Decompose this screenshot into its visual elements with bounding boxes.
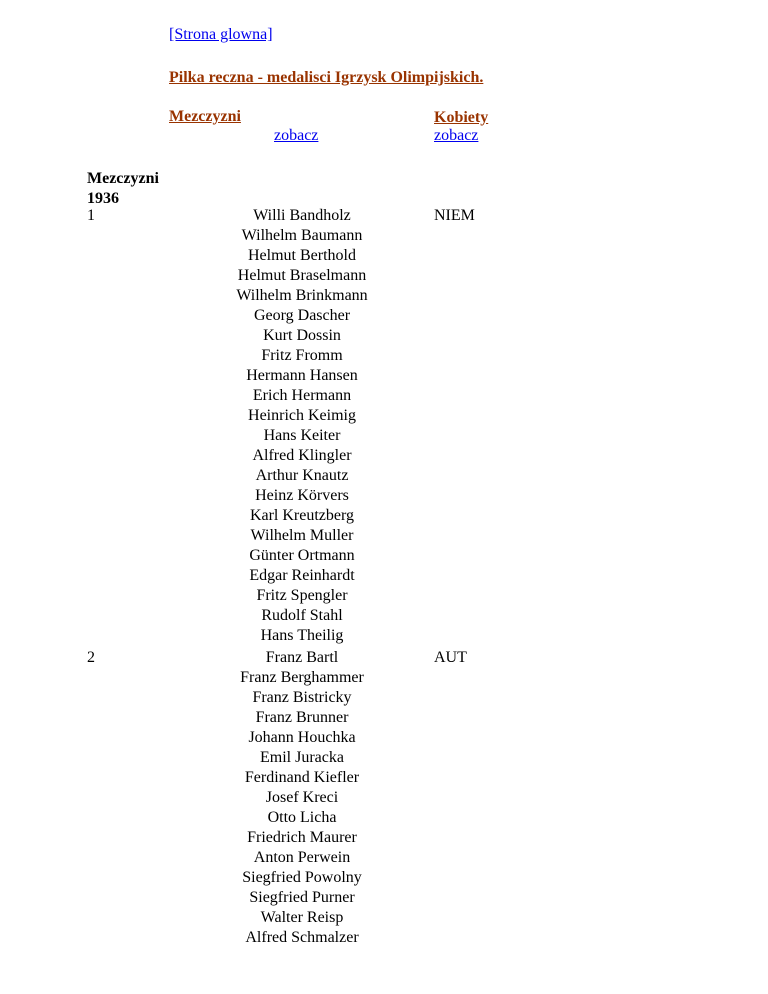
- player-name: Fritz Spengler: [256, 587, 348, 604]
- player-name: Siegfried Powolny: [242, 869, 362, 886]
- player-name: Georg Dascher: [253, 307, 351, 324]
- player-name: Rudolf Stahl: [261, 607, 343, 624]
- player-name: Emil Juracka: [260, 749, 344, 766]
- player-name: Walter Reisp: [260, 909, 344, 926]
- player-name: Johann Houchka: [248, 729, 356, 746]
- player-name: Siegfried Purner: [249, 889, 355, 906]
- place-rank: 1: [87, 207, 95, 224]
- place-rank: 2: [87, 649, 95, 666]
- player-name: Edgar Reinhardt: [249, 567, 355, 584]
- player-name: Franz Berghammer: [240, 669, 364, 686]
- men-column-heading: Mezczyzni: [169, 108, 241, 125]
- player-name: Karl Kreutzberg: [249, 507, 355, 524]
- player-name: Erich Hermann: [252, 387, 352, 404]
- player-name: Otto Licha: [267, 809, 337, 826]
- player-list: [222, 648, 382, 948]
- player-name: Kurt Dossin: [263, 327, 341, 344]
- player-name: Wilhelm Muller: [250, 527, 354, 544]
- player-name: Heinrich Keimig: [248, 407, 356, 424]
- player-name: Franz Bartl: [265, 649, 339, 666]
- player-name: Helmut Braselmann: [237, 267, 367, 284]
- player-name: Heinz Körvers: [255, 487, 349, 504]
- section-heading: [87, 169, 159, 209]
- player-list: [222, 206, 382, 646]
- women-column-heading: Kobiety: [434, 109, 489, 126]
- player-name: Ferdinand Kiefler: [244, 769, 360, 786]
- player-name: Hans Keiter: [263, 427, 341, 444]
- player-name: Günter Ortmann: [249, 547, 355, 564]
- home-link[interactable]: [Strona glowna]: [169, 26, 273, 43]
- country-code: NIEM: [434, 207, 475, 224]
- section-year: 1936: [87, 190, 119, 207]
- player-name: Hermann Hansen: [246, 367, 358, 384]
- women-see-link[interactable]: zobacz: [434, 127, 479, 144]
- player-name: Alfred Schmalzer: [245, 929, 359, 946]
- player-name: Friedrich Maurer: [247, 829, 357, 846]
- player-name: Fritz Fromm: [261, 347, 343, 364]
- player-name: Wilhelm Baumann: [241, 227, 363, 244]
- player-name: Wilhelm Brinkmann: [236, 287, 368, 304]
- country-code: AUT: [434, 649, 467, 666]
- player-name: Franz Brunner: [255, 709, 349, 726]
- player-name: Josef Kreci: [265, 789, 339, 806]
- page-title: Pilka reczna - medalisci Igrzysk Olimpijskich.: [169, 69, 484, 86]
- player-name: Willi Bandholz: [253, 207, 351, 224]
- men-see-link[interactable]: zobacz: [274, 127, 319, 144]
- player-name: Alfred Klingler: [252, 447, 352, 464]
- player-name: Anton Perwein: [253, 849, 351, 866]
- player-name: Arthur Knautz: [255, 467, 349, 484]
- player-name: Franz Bistricky: [252, 689, 352, 706]
- player-name: Hans Theilig: [260, 627, 344, 644]
- player-name: Helmut Berthold: [248, 247, 356, 264]
- section-gender: Mezczyzni: [87, 170, 159, 187]
